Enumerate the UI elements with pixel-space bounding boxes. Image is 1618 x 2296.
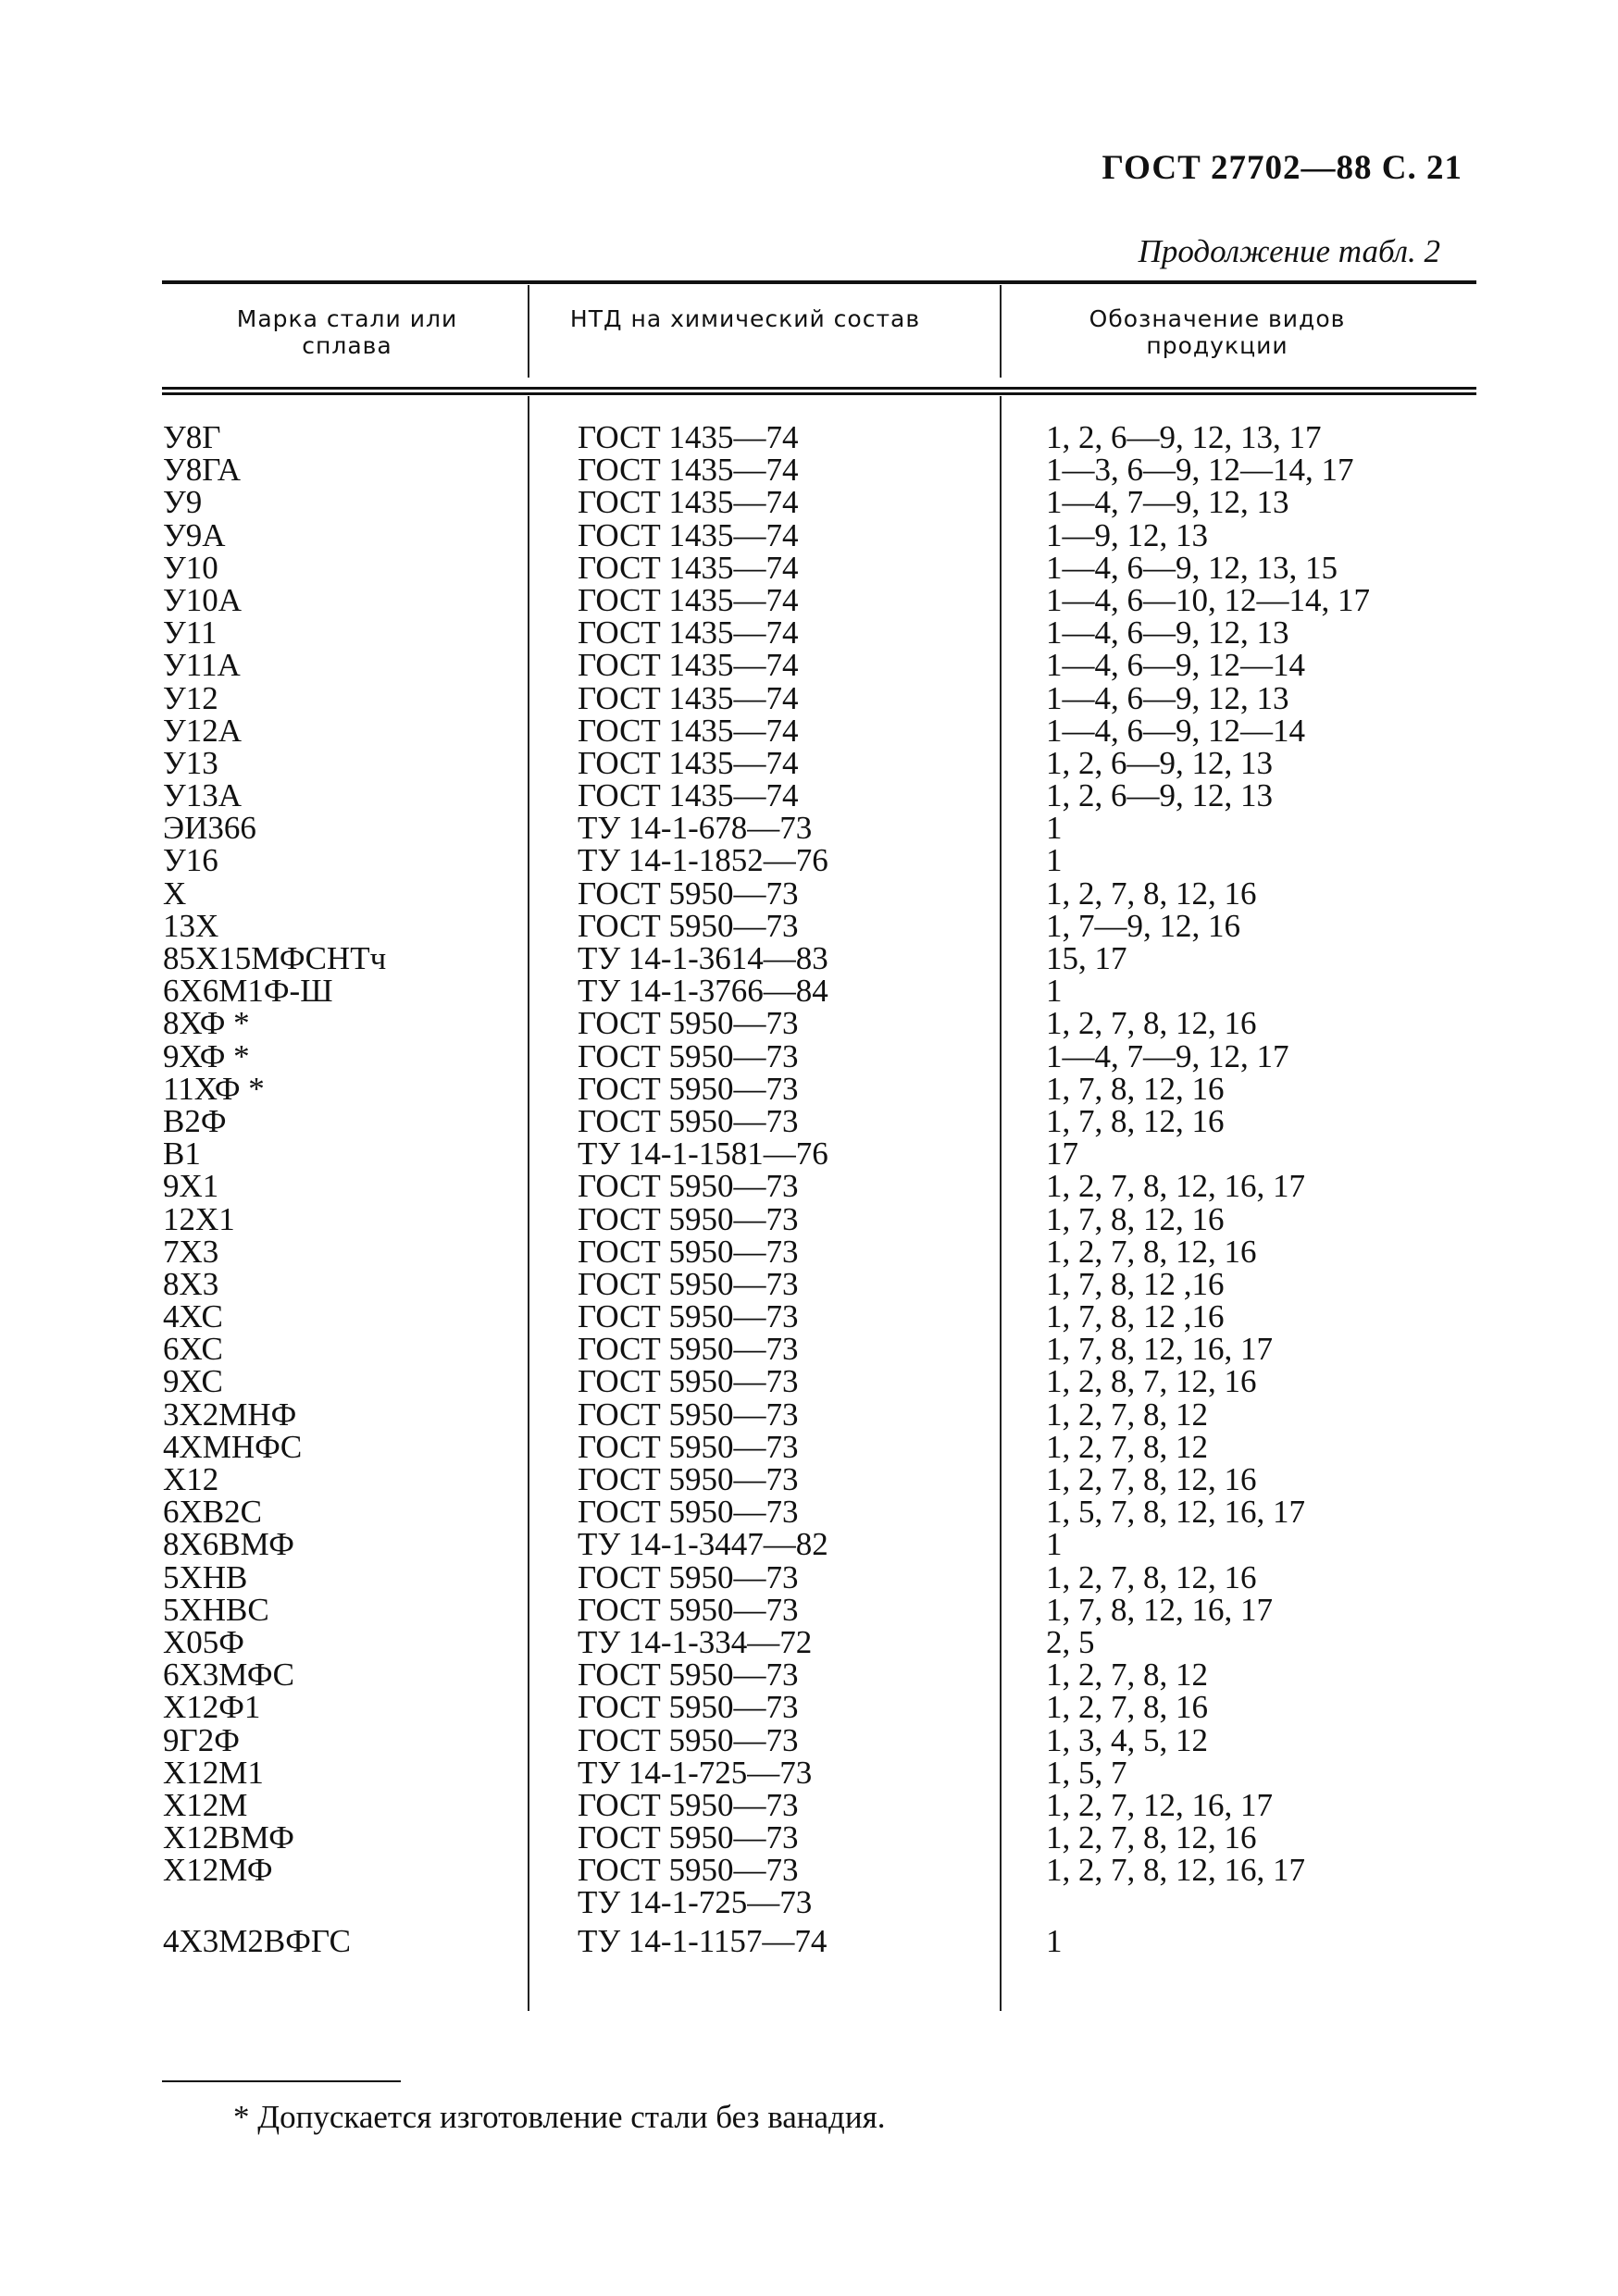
footnote-rule — [162, 2080, 401, 2082]
table-row — [0, 1756, 1618, 1789]
ntd-cell: ГОСТ 5950—73 — [578, 1558, 799, 1595]
grade-cell: 6Х3МФС — [163, 1657, 294, 1694]
grade-cell: 9ХС — [163, 1363, 223, 1400]
products-cell: 1, 2, 7, 8, 12, 16 — [1046, 1558, 1257, 1595]
table-body — [0, 421, 1618, 1957]
ntd-cell: ГОСТ 5950—73 — [578, 1461, 799, 1497]
table-row — [0, 1494, 1618, 1531]
ntd-cell: ГОСТ 5950—73 — [578, 1070, 799, 1107]
ntd-cell: ГОСТ 5950—73 — [578, 1591, 799, 1628]
ntd-cell: ТУ 14-1-1157—74 — [578, 1922, 828, 1959]
products-cell: 1 — [1046, 810, 1063, 847]
table-row — [0, 779, 1618, 812]
ntd-cell: ТУ 14-1-1581—76 — [578, 1136, 828, 1173]
grade-cell: У12 — [163, 679, 218, 716]
ntd-cell: ГОСТ 5950—73 — [578, 1657, 799, 1694]
table-row — [0, 1821, 1618, 1854]
grade-cell: Х12Ф1 — [163, 1689, 261, 1726]
ntd-cell: ГОСТ 5950—73 — [578, 1298, 799, 1335]
products-cell: 17 — [1046, 1136, 1078, 1173]
ntd-cell: ГОСТ 1435—74 — [578, 647, 799, 684]
grade-cell: 5ХНВ — [163, 1558, 248, 1595]
products-cell: 1 — [1046, 1526, 1063, 1563]
products-cell: 1, 2, 7, 8, 12 — [1046, 1396, 1208, 1433]
ntd-cell: ТУ 14-1-678—73 — [578, 810, 813, 847]
grade-cell: У13 — [163, 744, 218, 781]
products-cell: 1 — [1046, 842, 1063, 879]
products-cell: 1, 2, 7, 8, 12, 16 — [1046, 1233, 1257, 1270]
page-header: ГОСТ 27702—88 С. 21 — [1101, 149, 1462, 187]
products-cell: 1, 2, 6—9, 12, 13, 17 — [1046, 419, 1322, 455]
table-row — [0, 1005, 1618, 1042]
table-row — [0, 714, 1618, 747]
footnote: * Допускается изготовление стали без ванадия. — [233, 2099, 886, 2135]
table-row — [0, 1200, 1618, 1237]
grade-cell: У8ГА — [163, 452, 241, 489]
products-cell: 1, 2, 7, 8, 12, 16 — [1046, 875, 1257, 912]
products-cell: 1, 2, 7, 8, 12, 16 — [1046, 1819, 1257, 1856]
grade-cell: 6ХВ2С — [163, 1494, 262, 1531]
column-header-ntd: НТД на химический состав — [569, 305, 921, 332]
table-row — [0, 581, 1618, 618]
products-cell: 1—4, 6—10, 12—14, 17 — [1046, 581, 1370, 618]
ntd-cell: ГОСТ 1435—74 — [578, 516, 799, 553]
products-cell: 1—4, 6—9, 12, 13, 15 — [1046, 549, 1338, 586]
grade-cell: 8Х3 — [163, 1265, 219, 1302]
ntd-cell: ГОСТ 5950—73 — [578, 1005, 799, 1042]
column-header-grade: Марка стали или сплава — [236, 305, 458, 359]
ntd-cell: ГОСТ 1435—74 — [578, 419, 799, 455]
table-row — [0, 1300, 1618, 1333]
products-cell: 1, 7—9, 12, 16 — [1046, 907, 1240, 944]
grade-cell: В1 — [163, 1136, 201, 1173]
ntd-cell: ГОСТ 1435—74 — [578, 549, 799, 586]
table-row — [0, 1265, 1618, 1302]
grade-cell: 3Х2МНФ — [163, 1396, 297, 1433]
table-row — [0, 452, 1618, 489]
grade-cell: Х12 — [163, 1461, 219, 1497]
ntd-cell: ГОСТ 5950—73 — [578, 907, 799, 944]
grade-cell: ЭИ366 — [163, 810, 256, 847]
ntd-cell: ГОСТ 1435—74 — [578, 581, 799, 618]
products-cell: 1—4, 6—9, 12—14 — [1046, 647, 1305, 684]
products-cell: 1, 2, 7, 8, 12, 16, 17 — [1046, 1852, 1305, 1889]
table-row — [0, 810, 1618, 847]
ntd-cell: ГОСТ 5950—73 — [578, 1363, 799, 1400]
grade-cell: 6Х6М1Ф-Ш — [163, 973, 333, 1010]
grade-cell: 85Х15МФСНТч — [163, 940, 387, 976]
table-row — [0, 1463, 1618, 1496]
products-cell: 1, 2, 7, 8, 12 — [1046, 1428, 1208, 1465]
grade-cell: 13Х — [163, 907, 219, 944]
products-cell: 1, 7, 8, 12, 16 — [1046, 1102, 1225, 1139]
grade-cell: 7Х3 — [163, 1233, 219, 1270]
ntd-cell: ГОСТ 5950—73 — [578, 1265, 799, 1302]
table-row — [0, 1398, 1618, 1431]
products-cell: 1—4, 6—9, 12, 13 — [1046, 679, 1289, 716]
ntd-cell: ГОСТ 5950—73 — [578, 1396, 799, 1433]
grade-cell: У10А — [163, 581, 243, 618]
products-cell: 1, 2, 7, 8, 12, 16 — [1046, 1461, 1257, 1497]
ntd-cell: ГОСТ 5950—73 — [578, 1233, 799, 1270]
ntd-cell: ГОСТ 1435—74 — [578, 712, 799, 749]
products-cell: 1—9, 12, 13 — [1046, 516, 1208, 553]
ntd-cell: ГОСТ 5950—73 — [578, 1168, 799, 1205]
table-row — [0, 1235, 1618, 1268]
products-cell: 1, 7, 8, 12, 16 — [1046, 1070, 1225, 1107]
grade-cell: Х12М1 — [163, 1754, 264, 1791]
products-cell: 1 — [1046, 1922, 1063, 1959]
grade-cell: 6ХС — [163, 1331, 223, 1368]
products-cell: 15, 17 — [1046, 940, 1127, 976]
grade-cell: У10 — [163, 549, 218, 586]
table-row — [0, 1689, 1618, 1726]
ntd-cell: ГОСТ 1435—74 — [578, 452, 799, 489]
ntd-cell: ГОСТ 5950—73 — [578, 1200, 799, 1237]
grade-cell: 9Х1 — [163, 1168, 219, 1205]
column-divider-1 — [528, 285, 529, 378]
products-cell: 1, 2, 7, 8, 12, 16 — [1046, 1005, 1257, 1042]
table-row — [0, 679, 1618, 716]
products-cell: 1—4, 7—9, 12, 13 — [1046, 484, 1289, 521]
grade-cell: Х12ВМФ — [163, 1819, 294, 1856]
grade-cell: 5ХНВС — [163, 1591, 269, 1628]
grade-cell: 9Г2Ф — [163, 1721, 240, 1758]
table-row — [0, 1428, 1618, 1465]
grade-cell: 4Х3М2ВФГС — [163, 1922, 352, 1959]
products-cell: 1—3, 6—9, 12—14, 17 — [1046, 452, 1354, 489]
ntd-cell: ГОСТ 1435—74 — [578, 744, 799, 781]
products-cell: 1, 2, 7, 8, 12 — [1046, 1657, 1208, 1694]
products-cell: 1, 7, 8, 12, 16, 17 — [1046, 1591, 1273, 1628]
table-row — [0, 942, 1618, 974]
table-row — [0, 421, 1618, 453]
ntd-cell: ТУ 14-1-725—73 — [578, 1884, 813, 1921]
table-row — [0, 1526, 1618, 1563]
products-cell: 2, 5 — [1046, 1623, 1095, 1660]
grade-cell: 8ХФ * — [163, 1005, 250, 1042]
grade-cell: У9 — [163, 484, 203, 521]
grade-cell: У13А — [163, 777, 243, 814]
table-row — [0, 1070, 1618, 1107]
ntd-cell: ГОСТ 5950—73 — [578, 1331, 799, 1368]
ntd-cell: ГОСТ 5950—73 — [578, 1852, 799, 1889]
ntd-cell: ГОСТ 5950—73 — [578, 1819, 799, 1856]
table-row — [0, 877, 1618, 910]
grade-cell: 8Х6ВМФ — [163, 1526, 294, 1563]
table-row — [0, 1884, 1618, 1921]
ntd-cell: ГОСТ 5950—73 — [578, 1428, 799, 1465]
column-header-products: Обозначение видов продукции — [1089, 305, 1346, 359]
ntd-cell: ГОСТ 1435—74 — [578, 777, 799, 814]
ntd-cell: ГОСТ 5950—73 — [578, 1786, 799, 1823]
header-double-rule — [162, 387, 1476, 395]
products-cell: 1, 7, 8, 12 ,16 — [1046, 1298, 1225, 1335]
table-row — [0, 1657, 1618, 1694]
table-row — [0, 1102, 1618, 1139]
grade-cell: Х05Ф — [163, 1623, 244, 1660]
products-cell: 1—4, 7—9, 12, 17 — [1046, 1037, 1289, 1074]
products-cell: 1—4, 6—9, 12—14 — [1046, 712, 1305, 749]
ntd-cell: ГОСТ 5950—73 — [578, 1689, 799, 1726]
grade-cell: 11ХФ * — [163, 1070, 265, 1107]
grade-cell: 4ХС — [163, 1298, 223, 1335]
column-divider-2 — [1000, 285, 1002, 378]
products-cell: 1—4, 6—9, 12, 13 — [1046, 614, 1289, 652]
table-row — [0, 647, 1618, 684]
table-row — [0, 549, 1618, 586]
table-row — [0, 842, 1618, 879]
grade-cell: В2Ф — [163, 1102, 227, 1139]
table-row — [0, 484, 1618, 521]
ntd-cell: ТУ 14-1-3447—82 — [578, 1526, 828, 1563]
table-row — [0, 1786, 1618, 1823]
grade-cell: У11А — [163, 647, 241, 684]
table-row — [0, 1721, 1618, 1758]
grade-cell: У12А — [163, 712, 243, 749]
table-row — [0, 1558, 1618, 1595]
ntd-cell: ГОСТ 1435—74 — [578, 614, 799, 652]
grade-cell: 12Х1 — [163, 1200, 235, 1237]
grade-cell: У16 — [163, 842, 218, 879]
ntd-cell: ГОСТ 1435—74 — [578, 484, 799, 521]
table-continuation-label: Продолжение табл. 2 — [1138, 233, 1440, 269]
ntd-cell: ТУ 14-1-3766—84 — [578, 973, 828, 1010]
ntd-cell: ТУ 14-1-1852—76 — [578, 842, 828, 879]
table-row — [0, 1591, 1618, 1628]
table-row — [0, 1922, 1618, 1959]
ntd-cell: ГОСТ 5950—73 — [578, 1494, 799, 1531]
table-row — [0, 1136, 1618, 1173]
products-cell: 1, 7, 8, 12 ,16 — [1046, 1265, 1225, 1302]
table-row — [0, 1623, 1618, 1660]
table-row — [0, 516, 1618, 553]
ntd-cell: ГОСТ 1435—74 — [578, 679, 799, 716]
grade-cell: Х12МФ — [163, 1852, 273, 1889]
ntd-cell: ГОСТ 5950—73 — [578, 1721, 799, 1758]
products-cell: 1, 2, 7, 8, 16 — [1046, 1689, 1208, 1726]
grade-cell: 9ХФ * — [163, 1037, 250, 1074]
products-cell: 1, 2, 6—9, 12, 13 — [1046, 744, 1273, 781]
table-row — [0, 973, 1618, 1010]
products-cell: 1, 5, 7 — [1046, 1754, 1127, 1791]
table-row — [0, 1363, 1618, 1400]
table-row — [0, 1168, 1618, 1205]
table-row — [0, 1331, 1618, 1368]
table-row — [0, 907, 1618, 944]
ntd-cell: ГОСТ 5950—73 — [578, 1037, 799, 1074]
products-cell: 1, 2, 8, 7, 12, 16 — [1046, 1363, 1257, 1400]
grade-cell: 4ХМНФС — [163, 1428, 303, 1465]
table-row — [0, 614, 1618, 652]
products-cell: 1, 3, 4, 5, 12 — [1046, 1721, 1208, 1758]
ntd-cell: ТУ 14-1-334—72 — [578, 1623, 813, 1660]
products-cell: 1, 5, 7, 8, 12, 16, 17 — [1046, 1494, 1305, 1531]
grade-cell: Х12М — [163, 1786, 248, 1823]
products-cell: 1 — [1046, 973, 1063, 1010]
grade-cell: У11 — [163, 614, 218, 652]
products-cell: 1, 7, 8, 12, 16 — [1046, 1200, 1225, 1237]
table-row — [0, 744, 1618, 781]
table-top-rule — [162, 280, 1476, 284]
grade-cell: У9А — [163, 516, 226, 553]
products-cell: 1, 7, 8, 12, 16, 17 — [1046, 1331, 1273, 1368]
products-cell: 1, 2, 7, 8, 12, 16, 17 — [1046, 1168, 1305, 1205]
ntd-cell: ГОСТ 5950—73 — [578, 875, 799, 912]
grade-cell: У8Г — [163, 419, 221, 455]
ntd-cell: ТУ 14-1-3614—83 — [578, 940, 828, 976]
table-row — [0, 1852, 1618, 1889]
grade-cell: Х — [163, 875, 187, 912]
products-cell: 1, 2, 7, 12, 16, 17 — [1046, 1786, 1273, 1823]
ntd-cell: ТУ 14-1-725—73 — [578, 1754, 813, 1791]
ntd-cell: ГОСТ 5950—73 — [578, 1102, 799, 1139]
table-row — [0, 1037, 1618, 1074]
products-cell: 1, 2, 6—9, 12, 13 — [1046, 777, 1273, 814]
